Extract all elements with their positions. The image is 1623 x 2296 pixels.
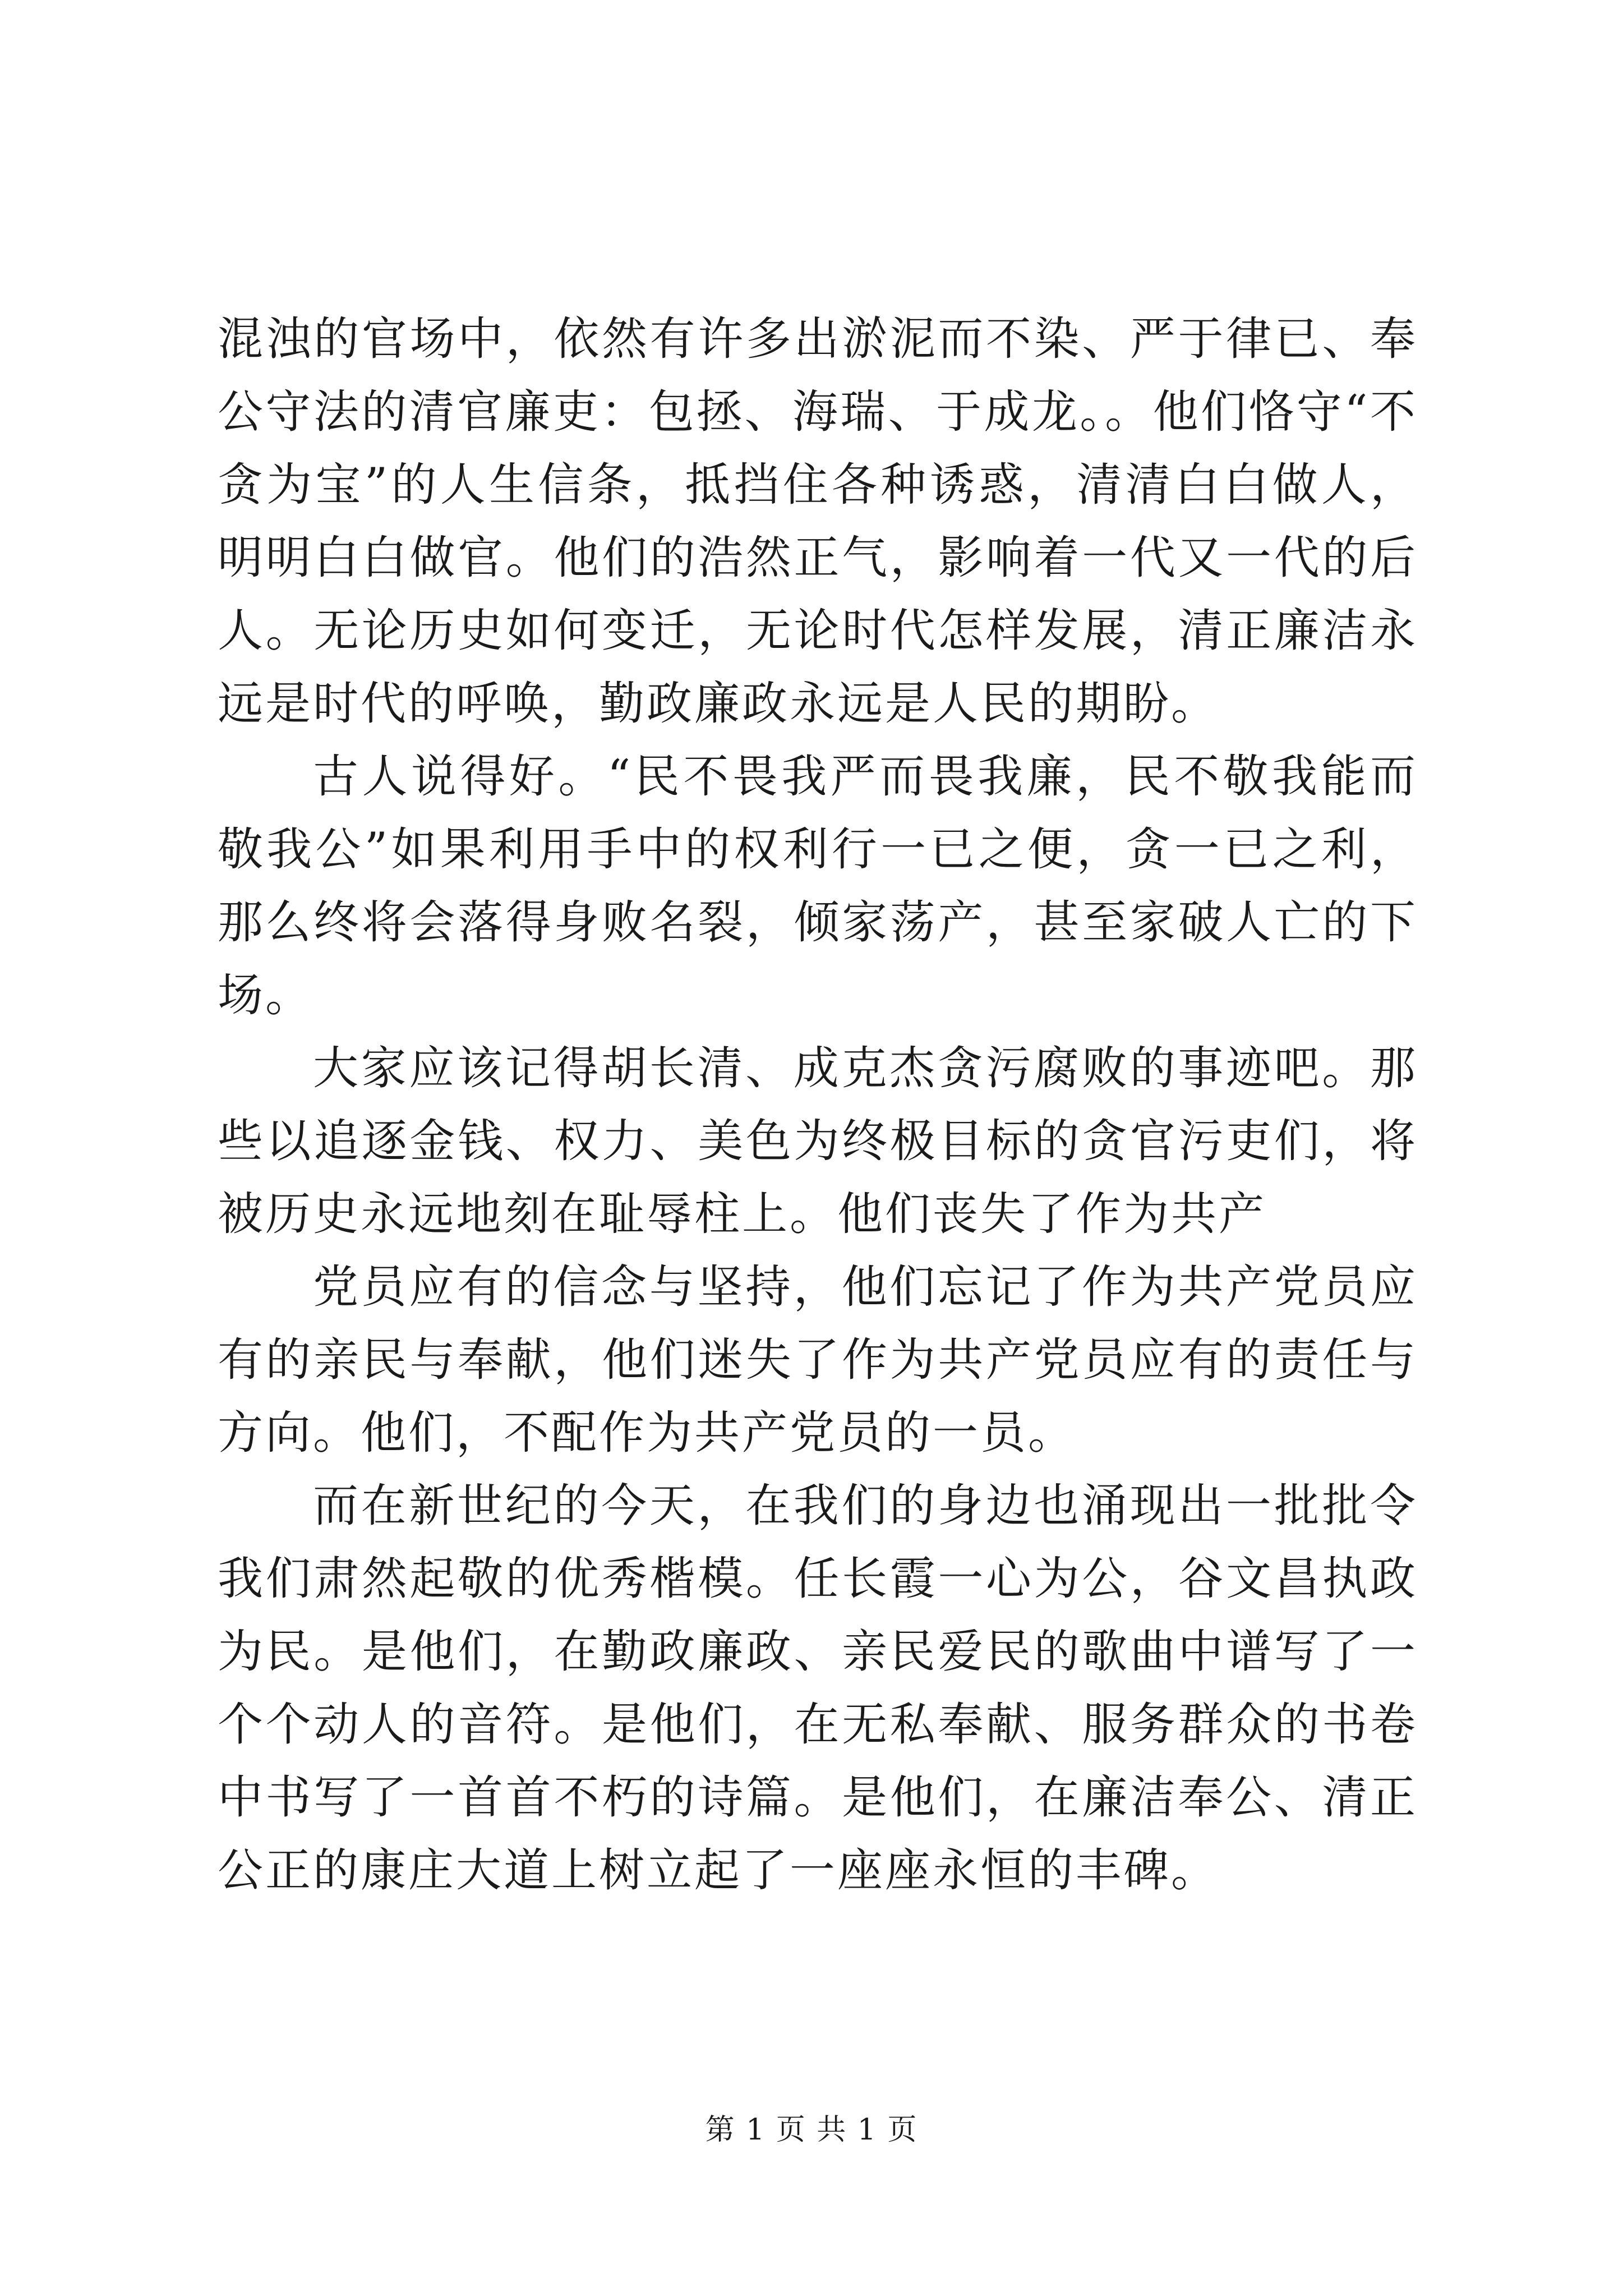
paragraph-5: 而在新世纪的今天，在我们的身边也涌现出一批批令我们肃然起敬的优秀楷模。任长霞一心为公，谷文昌执政为民。是他们，在勤政廉政、亲民爱民的歌曲中谱写了一个个动人的音符。是他们，在无私奉献、服务群众的书卷中书写了一首首不朽的诗篇。是他们，在廉洁奉公、清正公正的康庄大道上树立起了一座座永恒的丰碑。	[218, 1480, 1418, 1897]
page-footer	[0, 2112, 1623, 2148]
page-number: 第 1 页 共 1 页	[705, 2113, 918, 2147]
document-body	[218, 303, 1418, 1907]
paragraph-3: 大家应该记得胡长清、成克杰贪污腐败的事迹吧。那些以追逐金钱、权力、美色为终极目标的贪官污吏们，将被历史永远地刻在耻辱柱上。他们丧失了作为共产	[218, 1042, 1418, 1241]
paragraph-2: 古人说得好。“民不畏我严而畏我廉，民不敬我能而敬我公”如果利用手中的权利行一已之便，贪一已之利，那么终将会落得身败名裂，倾家荡产，甚至家破人亡的下场。	[218, 751, 1418, 1022]
paragraph-1: 混浊的官场中，依然有许多出淤泥而不染、严于律已、奉公守法的清官廉吏：包拯、海瑞、于成龙。。他们恪守“不贪为宝”的人生信条，抵挡住各种诱惑，清清白白做人，明明白白做官。他们的浩然正气，影响着一代又一代的后人。无论历史如何变迁，无论时代怎样发展，清正廉洁永远是时代的呼唤，勤政廉政永远是人民的期盼。	[218, 313, 1418, 730]
paragraph-4: 党员应有的信念与坚持，他们忘记了作为共产党员应有的亲民与奉献，他们迷失了作为共产党员应有的责任与方向。他们，不配作为共产党员的一员。	[218, 1261, 1418, 1460]
